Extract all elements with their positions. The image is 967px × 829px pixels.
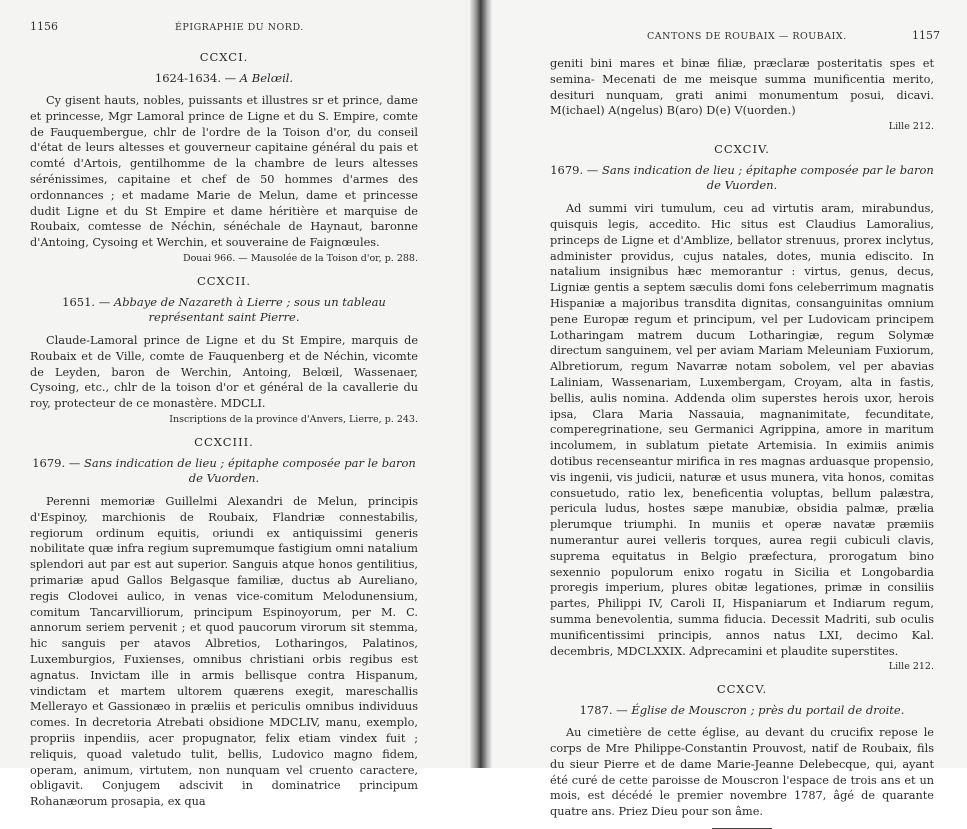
entry-heading: 1679. — Sans indication de lieu ; épitaphe composée par le baron de Vuorden.	[32, 455, 416, 485]
page-number: 1157	[912, 29, 940, 42]
entry-text: Perenni memoriæ Guillelmi Alexandri de Melun, principis d'Espinoy, marchionis de Roubaix, Flandriæ connestabilis, regiorum ordinum equitis, oriundi ex antiquissimi generis nobilitate quæ infra regium supremumque fastigium omni natalium splendori aut par est aut superior. Sanguis atque honos gentilitius, primariæ apud Gallos Belgasque familiæ, ductus ab Aureliano, regis Clodovei aulico, in venas vice-comitum Melodunensium, comitum Tancarvilliorum, principum Espinoyorum, per M. C. annorum seriem pervenit ; et quod paucorum virorum sit stemma, hic sanguis per atavos Albretios, Lotharingos, Palatinos, Luxemburgios, Fuxienses, omnibus christiani orbis regibus est agnatus. Invictam ille in armis bellisque contra Hispanum, vindictam et martem ultorem quærens exegit, mareschallis Mellerayo et Gassionæo in præliis et periculis omnibus individuus comes. In decretoria Atrebati obsidione MDCLIV, manu, exemplo, propriis inpendiis, acer propugnator, felix etiam vindex fuit ; reliquis, quoad valetudo tulit, bellis, Ludovico magno fidem, operam, animum, virtutem, non nunquam vel cruento caractere, obligavit. Conjugem adscivit in dominatrice principum Rohanæorum prosapia, ex qua	[30, 494, 418, 809]
right-page	[492, 0, 967, 819]
entry	[30, 435, 418, 810]
running-head: CANTONS DE ROUBAIX — ROUBAIX.	[647, 31, 847, 42]
entry-place: Abbaye de Nazareth à Lierre ; sous un tableau représentant saint Pierre.	[113, 294, 386, 324]
right-column	[550, 56, 934, 829]
running-head: ÉPIGRAPHIE DU NORD.	[175, 22, 304, 33]
entry-text: Au cimetière de cette église, au devant du crucifix repose le corps de Mre Philippe-Constantin Prouvost, natif de Roubaix, fils du sieur Pierre et de dame Marie-Jeanne Delebecque, qui, ayant été curé de cette paroisse de Mouscron l'espace de trois ans et un mois, est décédé le premier novembre 1787, âgé de quarante quatre ans. Priez Dieu pour son âme.	[550, 726, 934, 819]
book-gutter	[470, 0, 492, 768]
entry-heading: 1651. — Abbaye de Nazareth à Lierre ; sous un tableau représentant saint Pierre.	[62, 294, 386, 324]
entry-source: Douai 966. — Mausolée de la Toison d'or, p. 288.	[182, 252, 418, 264]
entry-source: Lille 212.	[888, 121, 934, 133]
entry-number: CCXCV.	[716, 682, 768, 697]
left-page	[0, 0, 470, 809]
continuation-text: geniti bini mares et binæ filiæ, præclaræ posteritatis spes et semina- Mecenati de me meisque summa munificentia merito, desituri nunquam, grati animi monumentum posui, dicavi. M(ichael) A(ngelus) B(aro) D(e) V(uorden.)	[550, 57, 934, 118]
entry	[30, 274, 418, 425]
entry-date: 1624-1634.	[154, 71, 221, 85]
entry-heading: 1679. — Sans indication de lieu ; épitaphe composée par le baron de Vuorden.	[550, 163, 934, 193]
entry-number: CCXCIII.	[194, 434, 254, 449]
entry-number: CCXCIV.	[714, 142, 770, 157]
entry-number: CCXCII.	[196, 273, 252, 288]
entry-place: Église de Mouscron ; près du portail de droite.	[631, 703, 905, 718]
entry	[30, 50, 418, 264]
entry-place: Sans indication de lieu ; épitaphe composée par le baron de Vuorden.	[601, 163, 934, 193]
left-column	[30, 44, 418, 810]
entry-text: Ad summi viri tumulum, ceu ad virtutis aram, mirabundus, quisquis legis, accedito. Hic situs est Claudius Lamoralius, princeps de Ligne et d'Amblize, bellator strenuus, prorex inclytus, administer providus, cujus natales, dotes, munia ediscito. In natalium insignibus hæc memorantur : virtus, genus, decus, Ligniæ gentis a septem sæculis domi fons celeberrimum magnatis Hispaniæ a majoribus transdita dignitas, consanguinitas omnium pene Europæ regum et principum, vel per Ludovicam principem Lotharingam matrem ducum Lotharingiæ, regum Solymæ directum sanguinem, vel per aviam Mariam Meleuniam Fuxiorum, Albretiorum, regum Navarræ notam sobolem, vel per abavias Laliniam, Wassenariam, Luxembergam, Croyam, alta in fastis, bellis, aulis nomina. Addenda olim superstes herois uxor, herois ipsa, Clara Maria Nassauia, magnanimitate, fecunditate, comperegrinatione, seu Germanici Agrippina, amore in maritum incolumem, in sublatum pietate Artemisia. In eximiis animis dotibus recenseantur mirifica in res magnas arduasque propensio, vis ingenii, vis judicii, naturæ et usus munera, vita honos, comitas consuetudo, ratio lex, beneficentia voluptas, bellum palæstra, pericula ludus, hostes sæpe manubiæ, obsidia palmæ, prælia plerumque triumphi. In muniis et operæ navatæ præmiis numerantur aurei velleris torques, aurea regii cubiculi clavis, suprema equitatus in Belgio præfectura, prorogatum bino sexennio populorum enixo rogatu in Sicilia et Longobardia proregis imperium, plures obitæ legationes, primæ in consiliis partes, Philippi IV, Caroli II, Hispaniarum et Indiarum regum, summa benevolentia, summa fiducia. Decessit Madriti, sub oculis munificentissimi principis, annos natus LXI, decimo Kal. decembris, MDCLXXIX. Adprecamini et plaudite superstites.	[550, 202, 934, 658]
entry-heading: 1787. — Église de Mouscron ; près du portail de droite.	[579, 703, 905, 718]
entry	[550, 682, 934, 829]
entry-heading: 1624-1634. — A Belœil.	[154, 71, 294, 85]
entry	[550, 142, 934, 672]
entry-source: Inscriptions de la province d'Anvers, Lierre, p. 243.	[169, 413, 418, 425]
entry-date: 1679.	[32, 455, 66, 470]
entry-text: Cy gisent hauts, nobles, puissants et illustres sr et prince, dame et princesse, Mgr Lamoral prince de Ligne et du S. Empire, comte de Fauquembergue, chlr de l'ordre de la Toison d'or, du conseil d'état de leurs altesses et gouverneur capitaine général du pais et comté d'Artois, gentilhomme de la chambre de leurs altesses sérénissimes, capitaine et chef de 50 hommes d'armes des ordonnances ; et madame Marie de Melun, dame et princesse dudit Ligne et du St Empire et dame héritière et marquise de Roubaix, comtesse de Néchin, sénéchale de Haynaut, baronne d'Antoing, Cysoing et Werchin, et souveraine de Faignœules.	[30, 94, 418, 250]
entry-date: 1651.	[62, 294, 96, 309]
page-number: 1156	[30, 20, 58, 33]
entry-number: CCXCI.	[199, 50, 249, 64]
entry-place: A Belœil.	[239, 71, 294, 85]
entry-place: Sans indication de lieu ; épitaphe composée par le baron de Vuorden.	[83, 455, 416, 485]
entry-date: 1679.	[550, 163, 584, 178]
entry-text: Claude-Lamoral prince de Ligne et du St Empire, marquis de Roubaix et de Ville, comte de Fauquenberg et de Néchin, vicomte de Leyden, baron de Werchin, Antoing, Belœil, Wassenaer, Cysoing, etc., chlr de la toison d'or et général de la cavallerie du roy, protecteur de ce monastère. MDCLI.	[30, 333, 418, 411]
entry-date: 1787.	[579, 703, 613, 718]
entry-source: Lille 212.	[888, 661, 934, 673]
